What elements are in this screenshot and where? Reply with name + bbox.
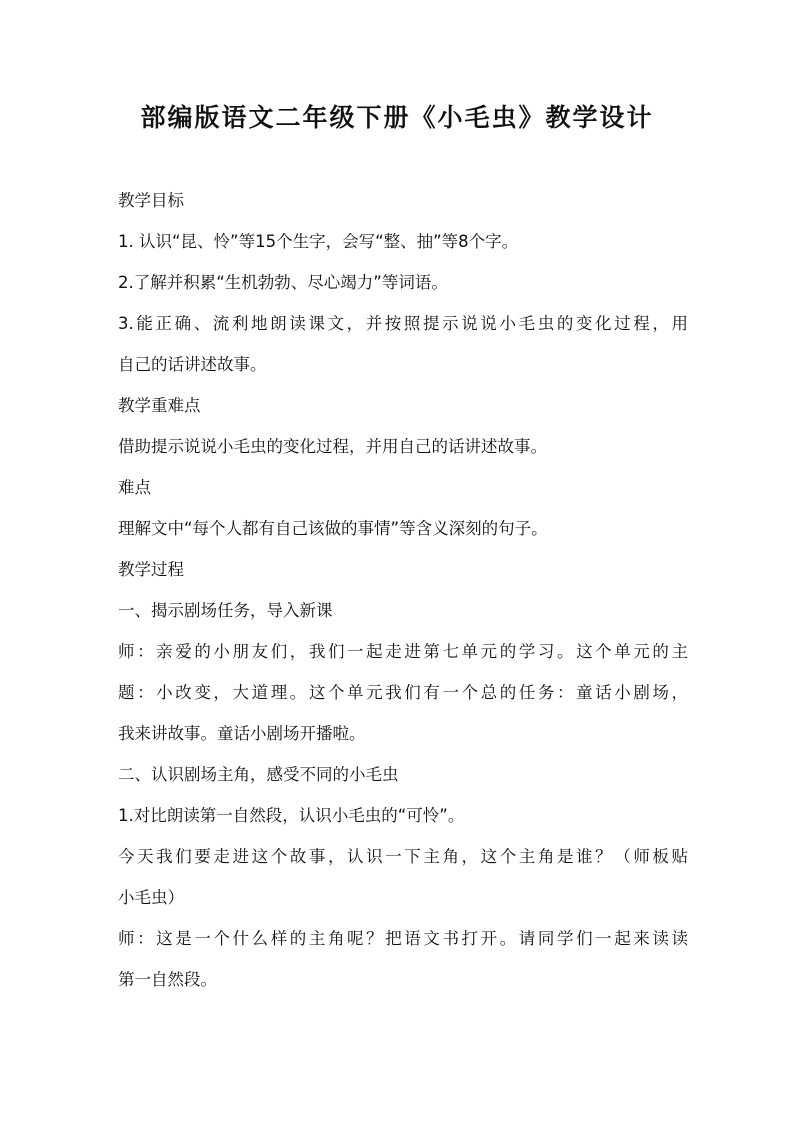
objective-3-line-1: 3.能正确、流利地朗读课文，并按照提示说说小毛虫的变化过程，用 xyxy=(118,314,688,333)
difficulty-text: 理解文中“每个人都有自己该做的事情”等含义深刻的句子。 xyxy=(118,519,548,538)
paragraph-line: 题：小改变，大道理。这个单元我们有一个总的任务：童话小剧场， xyxy=(118,683,688,702)
paragraph-line: 我来讲故事。童话小剧场开播啦。 xyxy=(118,724,366,743)
paragraph-line: 第一自然段。 xyxy=(118,970,217,989)
key-point-text: 借助提示说说小毛虫的变化过程，并用自己的话讲述故事。 xyxy=(118,437,547,456)
document-title: 部编版语文二年级下册《小毛虫》教学设计 xyxy=(140,103,654,132)
objective-2: 2.了解并积累“生机勃勃、尽心竭力”等词语。 xyxy=(118,273,448,292)
paragraph-line: 小毛虫） xyxy=(118,888,184,907)
objective-1: 1. 认识“昆、怜”等15个生字，会写“整、抽”等8个字。 xyxy=(118,232,519,251)
paragraph-line: 今天我们要走进这个故事，认识一下主角，这个主角是谁？（师板贴 xyxy=(118,847,688,866)
section-heading-difficulty: 难点 xyxy=(118,478,151,497)
paragraph-line: 师：亲爱的小朋友们，我们一起走进第七单元的学习。这个单元的主 xyxy=(118,642,688,661)
step-1-heading: 一、揭示剧场任务，导入新课 xyxy=(118,601,333,620)
section-heading-objectives: 教学目标 xyxy=(118,191,184,210)
paragraph-line: 师：这是一个什么样的主角呢？把语文书打开。请同学们一起来读读 xyxy=(118,929,688,948)
section-heading-key-points: 教学重难点 xyxy=(118,396,201,415)
objective-3-line-2: 自己的话讲述故事。 xyxy=(118,355,267,374)
sub-step-1: 1.对比朗读第一自然段，认识小毛虫的“可怜”。 xyxy=(118,806,465,825)
step-2-heading: 二、认识剧场主角，感受不同的小毛虫 xyxy=(118,765,399,784)
section-heading-process: 教学过程 xyxy=(118,560,184,579)
